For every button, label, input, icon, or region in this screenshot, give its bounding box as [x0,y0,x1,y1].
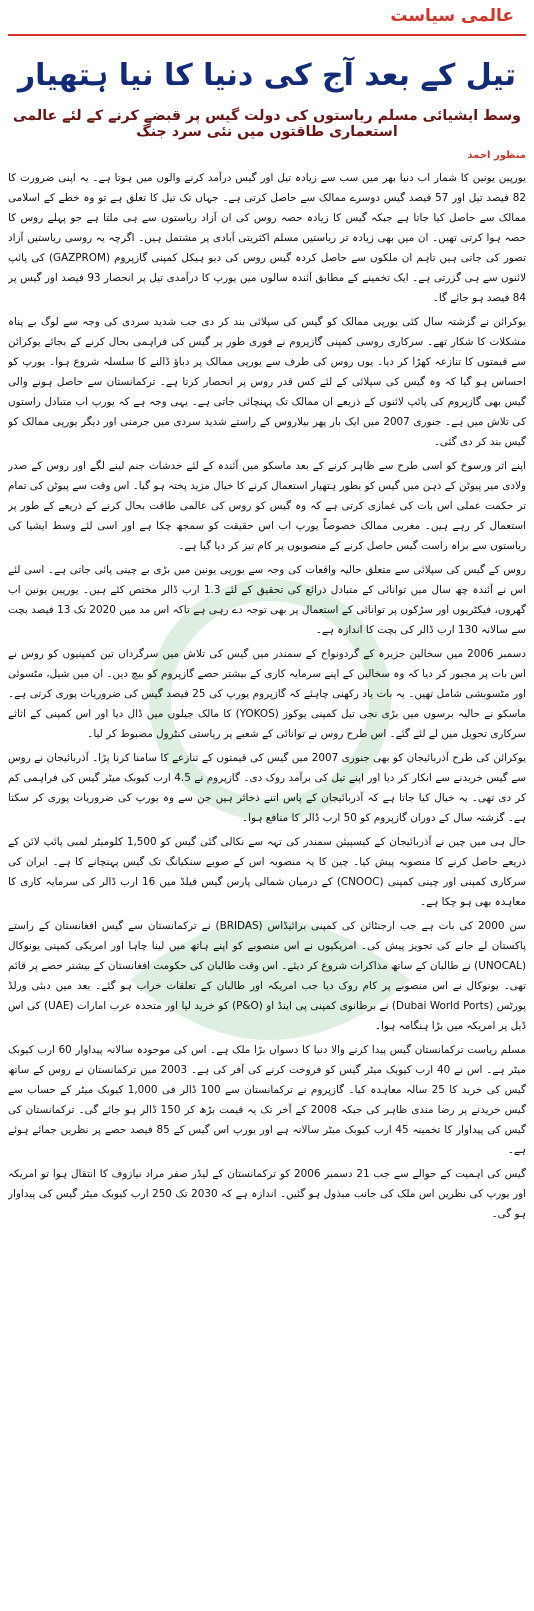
paragraph: مسلم ریاست ترکمانستان گیس پیدا کرنے والا دنیا کا دسواں بڑا ملک ہے۔ اس کی موجودہ سالانہ پیداوار 60 ارب کیوبک میٹر ہے۔ اس نے 40 ارب کیوبک میٹر گیس کو فروخت کرنے کی آفر کی ہے۔ 2003 میں ترکمانستان نے روس کے ساتھ گیس کی خرید کا 25 سالہ معاہدہ کیا۔ گازپروم نے ترکمانستان سے 100 ڈالر فی 1,000 کیوبک میٹر کے حساب سے گیس خریدنے پر رضا مندی ظاہر کی جبکہ 2008 کے آخر تک یہ قیمت بڑھ کر 150 ڈالر ہو جائے گی۔ ترکمانستان کی گیس کی پیداوار کا تخمینہ 45 ارب کیوبک میٹر سالانہ ہے اور یورپ اس گیس کے 85 فیصد حصے پر نظریں جمائے ہوئے ہے۔ [8,1044,526,1156]
paragraph: حال ہی میں چین نے آذربائیجان کے کیسپیئن سمندر کی تہہ سے نکالی گئی گیس کو 1,500 کلومیٹر لمبی پائپ لائن کے ذریعے حاصل کرنے کا منصوبہ پیش کیا۔ چین کا یہ منصوبہ اس کے صوبے سنکیانگ تک گیس پہنچانے کا ہے۔ ایران کی سرکاری کمپنی اور چینی کمپنی (CNOOC) کے درمیان شمالی پارس گیس فیلڈ میں 16 ارب ڈالر کی سرمایہ کاری کا معاہدہ بھی ہو چکا ہے۔ [8,836,526,908]
article-body [8,168,526,1605]
article-subtitle: وسط ایشیائی مسلم ریاستوں کی دولت گیس پر قبضے کرنے کے لئے عالمی استعماری طاقتوں میں نئی سرد جنگ [13,108,521,140]
paragraph: روس کے گیس کی سپلائی سے متعلق حالیہ واقعات کی وجہ سے یورپی یونین میں بڑی بے چینی پائی جاتی ہے۔ اسی لئے اس نے آئندہ چھ سال میں توانائی کے متبادل ذرائع کی تحقیق کے لئے 1.3 ارب ڈالر مختص کئے ہیں۔ یورپین یونین اب گھروں، فیکٹریوں اور سڑکوں پر توانائی کے استعمال پر بھی توجہ دے رہی ہے تاکہ اس مد میں 2020 تک 13 فیصد بچت سے سالانہ 130 ارب ڈالر کی بچت کا اندازہ ہے۔ [8,564,526,636]
article-title: تیل کے بعد آج کی دنیا کا نیا ہتھیار [17,58,517,93]
author-byline: منظور احمد [467,150,526,161]
paragraph: گیس کی اہمیت کے حوالے سے جب 21 دسمبر 2006 کو ترکمانستان کے لیڈر صفر مراد نیازوف کا انتقال ہوا تو امریکہ اور یورپ کی نظریں اس ملک کی جانب مبذول ہو گئیں۔ اندازہ ہے کہ 2030 تک 250 ارب کیوبک میٹر گیس کی پیداوار ہو گی۔ [8,1168,526,1220]
paragraph: یورپین یونین کا شمار اب دنیا بھر میں سب سے زیادہ تیل اور گیس درآمد کرنے والوں میں ہوتا ہے۔ یہ اپنی ضرورت کا 82 فیصد تیل اور 57 فیصد گیس دوسرے ممالک سے حاصل کرتی ہے۔ جہاں تک تیل کا تعلق ہے تو وہ خطے کے اسلامی ممالک سے حاصل کیا جاتا ہے جبکہ گیس کا زیادہ حصہ روس کی ان آزاد ریاستوں سے ہی ملتا ہے جو پہلے روس کا حصہ ہوا کرتی تھیں۔ ان میں بھی زیادہ تر ریاستیں مسلم اکثریتی آبادی پر مشتمل ہیں۔ اگرچہ یہ روسی ریاستیں آزاد تصور کی جاتی ہیں تاہم ان ملکوں سے حاصل کردہ گیس روس کی دیو ہیکل کمپنی گازپروم (GAZPROM) کی پائپ لائنوں سے ہی گزرتی ہے۔ ایک تخمینے کے مطابق آئندہ سالوں میں یورپ کا درآمدی تیل پر انحصار 93 فیصد اور گیس پر 84 فیصد ہو جائے گا۔ [8,172,526,304]
section-label: عالمی سیاست [390,6,514,26]
paragraph: یوکرائن نے گزشتہ سال کئی یورپی ممالک کو گیس کی سپلائی بند کر دی جب شدید سردی کی وجہ سے لوگ بے پناہ مشکلات کا شکار تھے۔ سرکاری روسی کمپنی گازپروم نے فوری طور پر گیس کی فراہمی بحال کرنے کے بجائے یوکرائن سے قیمتوں کا تنازعہ کھڑا کر دیا۔ یوں روس کی طرف سے یورپی ممالک پر دباؤ ڈالنے کا سلسلہ شروع ہوا۔ یورپ کو احساس ہو گیا کہ وہ گیس کی سپلائی کے لئے کس قدر روس پر انحصار کرتا ہے۔ ترکمانستان سے حاصل ہونے والی گیس بھی گازپروم کی پائپ لائنوں کے ذریعے ان ممالک تک پہنچائی جاتی ہے۔ یہی وجہ ہے کہ یورپ اب متبادل راستوں کی تلاش میں ہے۔ جنوری 2007 میں ایک بار پھر بیلاروس کے راستے شدید سردی میں جرمنی اور دیگر یورپی ممالک کو گیس بند کر دی گئی۔ [8,316,526,448]
section-divider [8,34,526,36]
paragraph: سن 2000 کی بات ہے جب ارجنٹائن کی کمپنی برائیڈاس (BRIDAS) نے ترکمانستان سے گیس افغانستان کے راستے پاکستان لے جانے کی تجویز پیش کی۔ امریکیوں نے اس منصوبے کو اپنے ہاتھ میں لینا چاہا اور امریکی کمپنی یونوکال (UNOCAL) نے طالبان کے ساتھ مذاکرات شروع کر دیئے۔ اس وقت طالبان کی حکومت افغانستان کے بیشتر حصے پر قائم تھی۔ یونوکال نے اس منصوبے پر کام روک دیا جب امریکہ اور طالبان کے تعلقات خراب ہو گئے۔ بعد میں دبئی ورلڈ پورٹس (Dubai World Ports) نے برطانوی کمپنی پی اینڈ او (P&O) کو خرید لیا اور متحدہ عرب امارات (UAE) کی اس ڈیل پر امریکہ میں بڑا ہنگامہ ہوا۔ [8,920,526,1032]
paragraph: دسمبر 2006 میں سخالین جزیرہ کے گردونواح کے سمندر میں گیس کی تلاش میں سرگرداں تین کمپنیوں کو روس نے اس بات پر مجبور کر دیا کہ وہ سخالین کے اپنے سرمایہ کاری کے بیشتر حصے گازپروم کو بیچ دیں۔ ان میں شیل، مٹسوئی اور مٹسوبشی شامل تھیں۔ یہ بات یاد رکھنی چاہئے کہ گازپروم یورپ کی 25 فیصد گیس کی ضروریات پوری کرتی ہے۔ ماسکو نے حالیہ برسوں میں بڑی نجی تیل کمپنی یوکوز (YOKOS) کا مالک جیلوں میں ڈال دیا اور اس کمپنی کے اثاثے سرکاری تحویل میں لے لئے گئے۔ اس طرح روس نے توانائی کے شعبے پر ریاستی کنٹرول مضبوط کر لیا۔ [8,648,526,740]
paragraph: یوکرائن کی طرح آذربائیجان کو بھی جنوری 2007 میں گیس کی قیمتوں کے تنازعے کا سامنا کرنا پڑا۔ آذربائیجان نے روس سے گیس خریدنے سے انکار کر دیا اور اپنے تیل کی برآمد روک دی۔ گازپروم نے 4.5 ارب کیوبک میٹر گیس کی فراہمی کم کر دی تھی۔ یہ خیال کیا جاتا ہے کہ آذربائیجان کے پاس اتنے ذخائر ہیں جن سے وہ یورپ کی ضروریات پوری کر سکتا ہے۔ گزشتہ سال کے دوران گازپروم کو 50 ارب ڈالر کا منافع ہوا۔ [8,752,526,824]
paragraph: اپنے اثر ورسوخ کو اسی طرح سے ظاہر کرنے کے بعد ماسکو میں آئندہ کے لئے خدشات جنم لینے لگے اور روس کے صدر ولادی میر پیوٹن کے ذہن میں گیس کو بطور ہتھیار استعمال کرنے کا خیال مزید پختہ ہو گیا۔ اس وقت سے پیوٹن کی تمام تر حکمت عملی اس بات کی غمازی کرتی ہے کہ وہ گیس کو روس کی عالمی طاقت بحال کرنے کے ذریعے کے طور پر استعمال کر رہے ہیں۔ مغربی ممالک خصوصاً یورپ اب اس حقیقت کو سمجھ چکا ہے اور اسی لئے وسط ایشیا کی ریاستوں سے براہ راست گیس حاصل کرنے کے منصوبوں پر کام تیز کر دیا گیا ہے۔ [8,460,526,552]
